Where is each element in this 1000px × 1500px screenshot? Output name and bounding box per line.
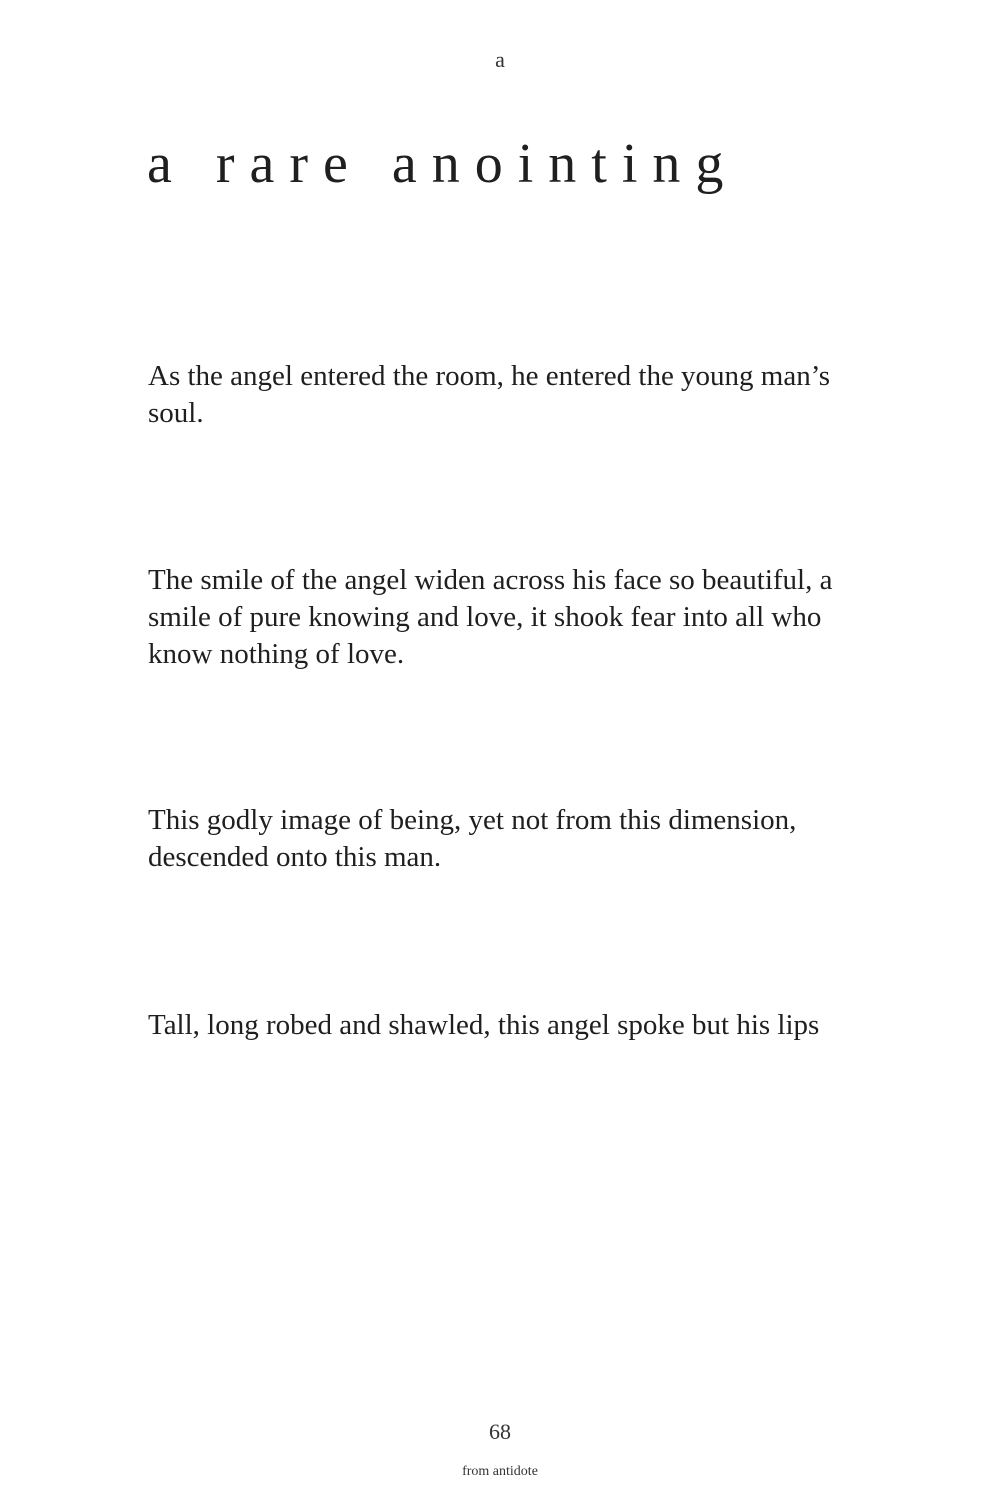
footer-source: from antidote [462,1464,538,1479]
body-paragraph-1: As the angel entered the room, he entered the young man’s soul. [148,360,831,429]
page-title: a rare anointing [147,133,739,195]
body-paragraph-2: The smile of the angel widen across his face so beautiful, a smile of pure knowing and love, it shook fear into all who know nothing of love. [148,564,833,670]
body-paragraph-3: This godly image of being, yet not from this dimension, descended onto this man. [148,804,797,873]
page-number: 68 [489,1419,511,1444]
running-header-mark: a [495,47,505,72]
body-paragraph-4: Tall, long robed and shawled, this angel spoke but his lips [148,1009,820,1041]
